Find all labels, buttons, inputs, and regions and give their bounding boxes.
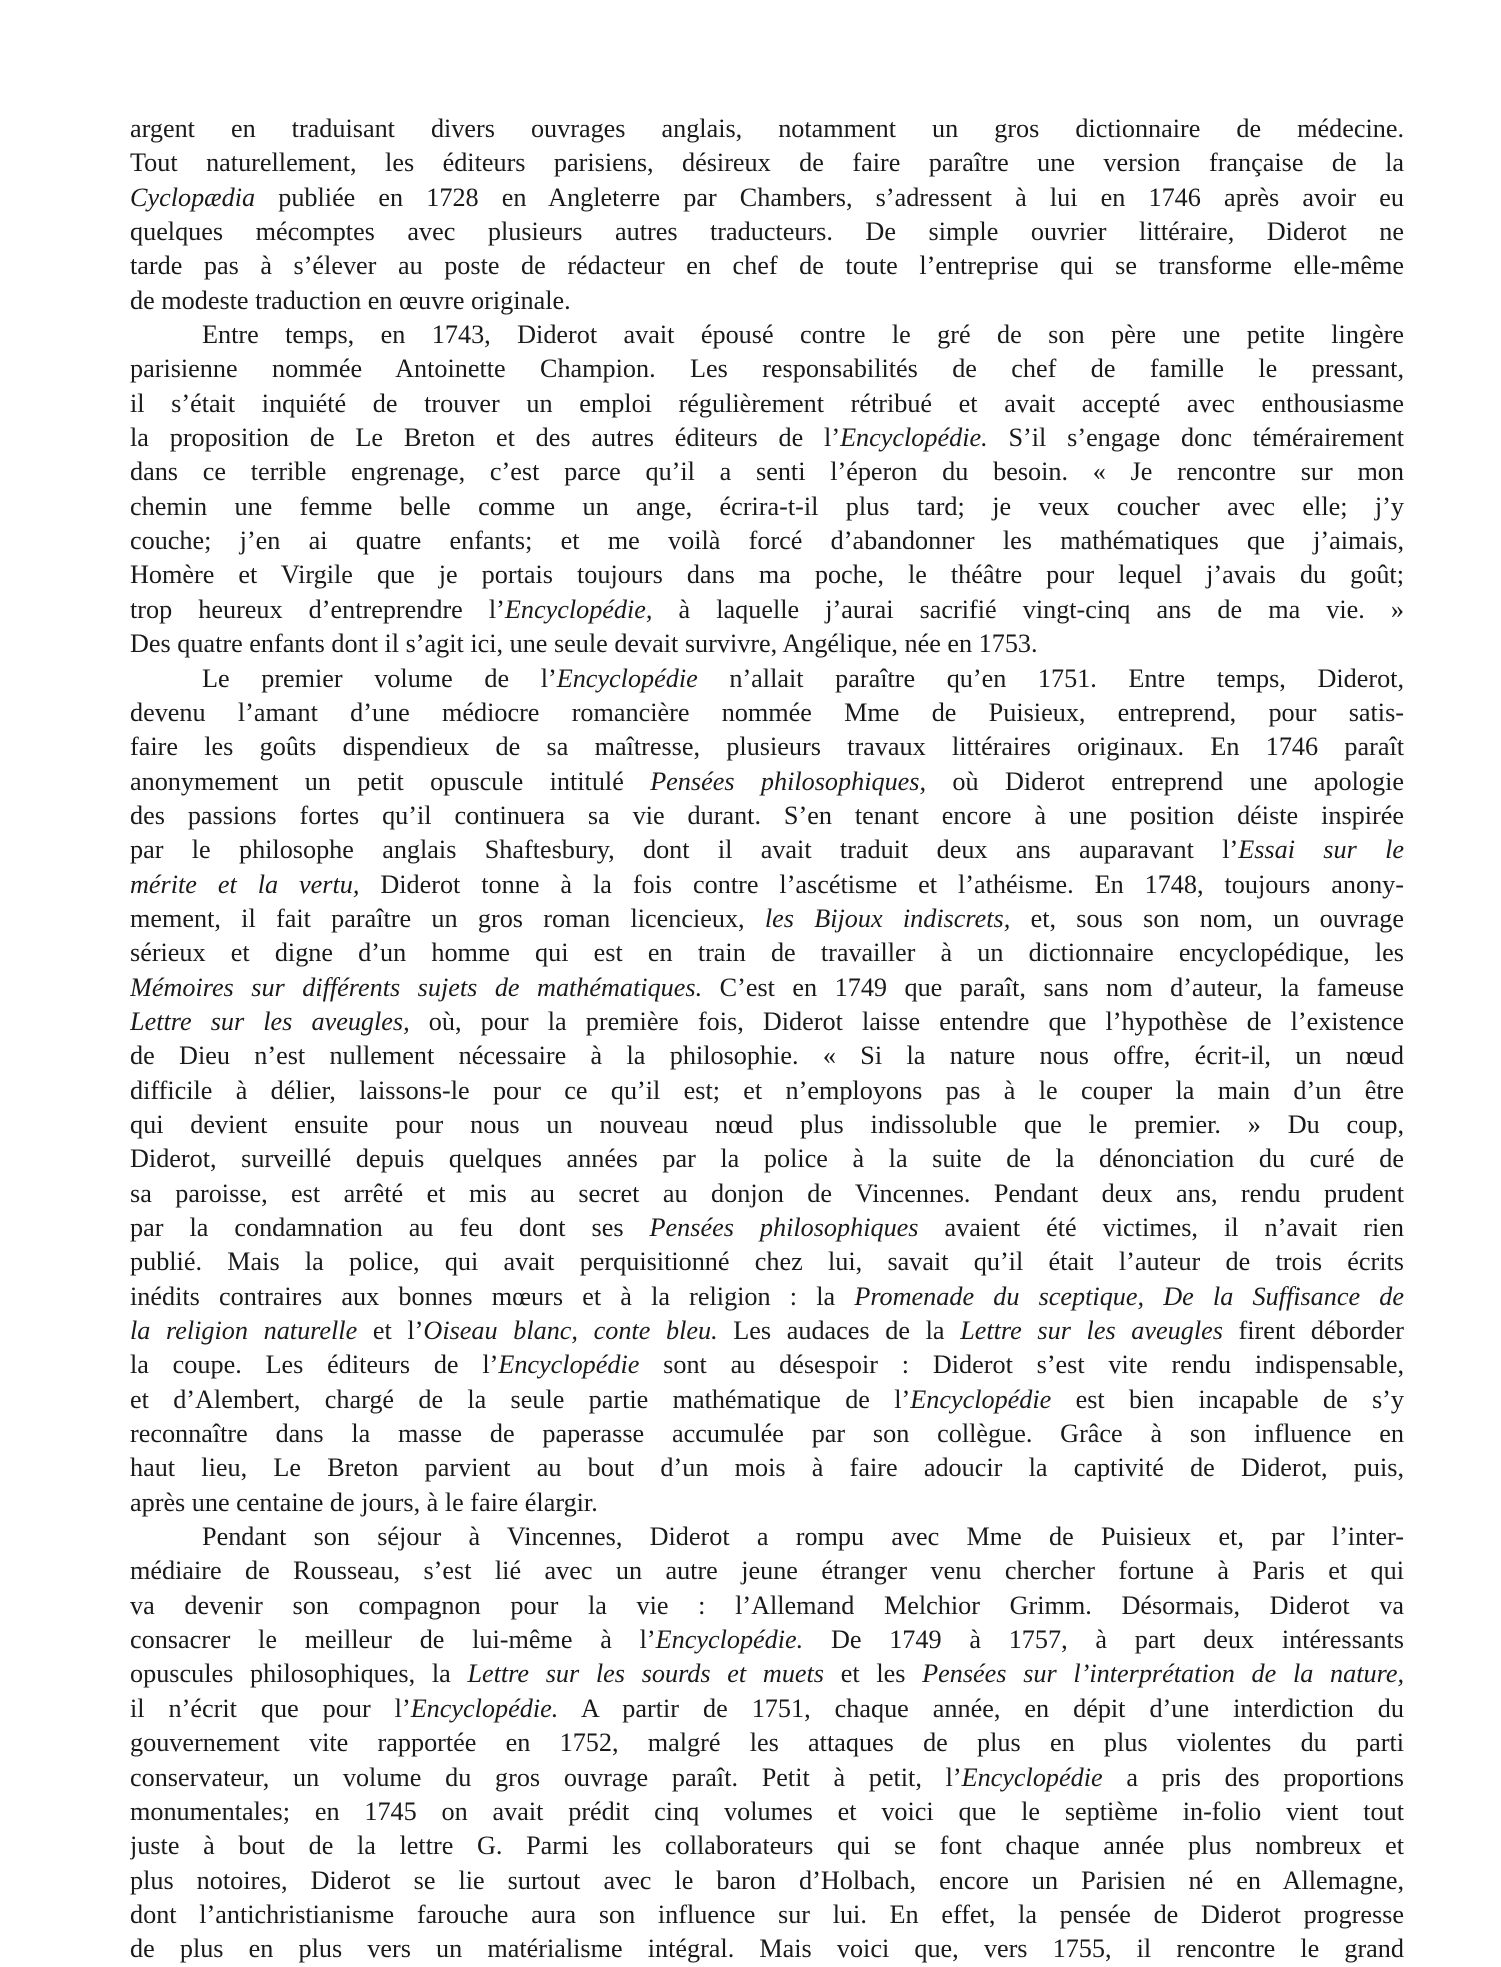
text-line	[130, 1829, 1404, 1863]
text-run: anonymement un petit opuscule intitulé	[130, 766, 651, 796]
text-line	[130, 1692, 1404, 1726]
text-run: sa paroisse, est arrêté et mis au secret au donjon de Vincennes. Pendant deux ans, rendu prudent	[130, 1178, 1404, 1208]
italic-text: Mémoires sur différents sujets de mathématiques.	[130, 972, 703, 1002]
text-run: dans ce terrible engrenage, c’est parce qu’il a senti l’éperon du besoin. « Je rencontre sur mon	[130, 457, 1404, 487]
text-line	[130, 1554, 1404, 1588]
text-line	[130, 1451, 1404, 1485]
italic-text: Pensées sur l’interprétation de la nature,	[922, 1659, 1404, 1689]
italic-text: les Bijoux indiscrets,	[764, 903, 1011, 933]
text-line	[130, 1005, 1404, 1039]
text-line	[130, 799, 1404, 833]
text-line	[130, 1520, 1404, 1554]
text-line	[130, 1039, 1404, 1073]
text-line	[130, 146, 1404, 180]
text-line	[130, 765, 1404, 799]
text-run: publié. Mais la police, qui avait perquisitionné chez lui, savait qu’il était l’auteur de trois écrits	[130, 1247, 1404, 1277]
text-line	[130, 1657, 1404, 1691]
text-line	[130, 1245, 1404, 1279]
text-run: gouvernement vite rapportée en 1752, malgré les attaques de plus en plus violentes du parti	[130, 1728, 1404, 1758]
text-run: devenu l’amant d’une médiocre romancière nommée Mme de Puisieux, entreprend, pour satis-	[130, 697, 1404, 727]
text-line	[130, 1280, 1404, 1314]
text-run: et, sous son nom, un ouvrage	[1010, 903, 1404, 933]
text-line	[130, 1211, 1404, 1245]
text-line	[130, 524, 1404, 558]
text-run: couche; j’en ai quatre enfants; et me voilà forcé d’abandonner les mathématiques que j’aimais,	[130, 526, 1404, 556]
text-line	[130, 1314, 1404, 1348]
italic-text: Essai sur le	[1238, 835, 1404, 865]
text-run: Tout naturellement, les éditeurs parisiens, désireux de faire paraître une version française de la	[130, 148, 1404, 178]
italic-text: Encyclopédie	[910, 1384, 1052, 1414]
italic-text: Encyclopédie,	[504, 594, 653, 624]
text-run: C’est en 1749 que paraît, sans nom d’auteur, la fameuse	[702, 972, 1404, 1002]
text-run: a pris des proportions	[1102, 1762, 1404, 1792]
text-run: de modeste traduction en œuvre originale.	[130, 285, 571, 315]
text-run: chemin une femme belle comme un ange, écrira-t-il plus tard; je veux coucher avec elle; j’y	[130, 491, 1404, 521]
text-line	[130, 936, 1404, 970]
text-line	[130, 181, 1404, 215]
text-run: avaient été victimes, il n’avait rien	[918, 1213, 1404, 1242]
italic-text: Encyclopédie.	[410, 1693, 559, 1723]
text-run: parisienne nommée Antoinette Champion. Les responsabilités de chef de famille le pressant,	[130, 354, 1404, 384]
text-line	[130, 1142, 1404, 1176]
text-line	[130, 1074, 1404, 1108]
text-run: où, pour la première fois, Diderot laisse entendre que l’hypothèse de l’existence	[409, 1006, 1404, 1036]
paragraph	[130, 318, 1404, 661]
text-run: n’allait paraître qu’en 1751. Entre temps, Diderot,	[697, 663, 1404, 693]
text-line	[130, 730, 1404, 764]
italic-text: Encyclopédie.	[840, 423, 988, 453]
text-line	[130, 868, 1404, 902]
text-line	[130, 1348, 1404, 1382]
text-run: firent déborder	[1222, 1316, 1404, 1346]
text-run: consacrer le meilleur de lui-même à l’	[130, 1625, 656, 1655]
italic-text: Lettre sur les aveugles	[960, 1316, 1223, 1346]
text-run: S’il s’engage donc témérairement	[987, 423, 1404, 453]
paragraph	[130, 1520, 1404, 1966]
text-run: Des quatre enfants dont il s’agit ici, une seule devait survivre, Angélique, née en 1753.	[130, 629, 1038, 659]
text-run: qui devient ensuite pour nous un nouveau nœud plus indissoluble que le premier. » Du coup,	[130, 1109, 1404, 1139]
text-run: médiaire de Rousseau, s’est lié avec un autre jeune étranger venu chercher fortune à Paris et qui	[130, 1556, 1404, 1586]
text-run: de Dieu n’est nullement nécessaire à la philosophie. « Si la nature nous offre, écrit-il, un nœud	[130, 1041, 1404, 1071]
text-run: juste à bout de la lettre G. Parmi les collaborateurs qui se font chaque année plus nombreux et	[130, 1831, 1404, 1861]
text-run: haut lieu, Le Breton parvient au bout d’un mois à faire adoucir la captivité de Diderot, puis,	[130, 1453, 1404, 1483]
text-run: par la condamnation au feu dont ses	[130, 1213, 650, 1242]
text-line	[130, 696, 1404, 730]
text-page	[130, 112, 1404, 1967]
text-line	[130, 421, 1404, 455]
italic-text: Cyclopædia	[130, 182, 256, 212]
text-run: inédits contraires aux bonnes mœurs et à la religion : la	[130, 1281, 855, 1311]
text-line	[130, 558, 1404, 592]
text-line	[130, 902, 1404, 936]
italic-text: Encyclopédie.	[655, 1625, 804, 1655]
text-line	[130, 1761, 1404, 1795]
text-run: à laquelle j’aurai sacrifié vingt-cinq ans de ma vie. »	[652, 594, 1404, 624]
text-line	[130, 112, 1404, 146]
text-line	[130, 1177, 1404, 1211]
italic-text: Oiseau blanc, conte bleu.	[423, 1316, 718, 1346]
text-run: conservateur, un volume du gros ouvrage paraît. Petit à petit, l’	[130, 1762, 962, 1792]
text-run: tarde pas à s’élever au poste de rédacteur en chef de toute l’entreprise qui se transforme elle-même	[130, 251, 1404, 281]
text-run: Diderot, surveillé depuis quelques années par la police à la suite de la dénonciation du curé de	[130, 1144, 1404, 1174]
text-run: argent en traduisant divers ouvrages anglais, notamment un gros dictionnaire de médecine.	[130, 114, 1404, 143]
paragraph	[130, 662, 1404, 1521]
text-run: est bien incapable de s’y	[1051, 1384, 1404, 1414]
text-run: quelques mécomptes avec plusieurs autres traducteurs. De simple ouvrier littéraire, Diderot ne	[130, 217, 1404, 247]
paragraph	[130, 112, 1404, 318]
text-line	[130, 215, 1404, 249]
text-line	[130, 662, 1404, 696]
text-line	[130, 318, 1404, 352]
text-run: de plus en plus vers un matérialisme intégral. Mais voici que, vers 1755, il rencontre le grand	[130, 1934, 1404, 1964]
text-run: difficile à délier, laissons-le pour ce qu’il est; et n’employons pas à le couper la main d’un être	[130, 1075, 1404, 1105]
text-line	[130, 1486, 1404, 1520]
text-run: après une centaine de jours, à le faire élargir.	[130, 1487, 598, 1517]
text-run: plus notoires, Diderot se lie surtout avec le baron d’Holbach, encore un Parisien né en Allemagne,	[130, 1865, 1404, 1895]
text-run: monumentales; en 1745 on avait prédit cinq volumes et voici que le septième in-folio vient tout	[130, 1796, 1404, 1826]
text-line	[130, 490, 1404, 524]
text-line	[130, 352, 1404, 386]
text-run: sérieux et digne d’un homme qui est en train de travailler à un dictionnaire encyclopédique, les	[130, 938, 1404, 968]
text-run: trop heureux d’entreprendre l’	[130, 594, 505, 624]
italic-text: Encyclopédie	[498, 1350, 640, 1380]
text-line	[130, 387, 1404, 421]
italic-text: Encyclopédie	[556, 663, 698, 693]
text-line	[130, 1589, 1404, 1623]
text-line	[130, 1864, 1404, 1898]
text-line	[130, 1898, 1404, 1932]
italic-text: Pensées philosophiques	[649, 1213, 919, 1242]
text-run: et l’	[357, 1316, 424, 1346]
text-line	[130, 1108, 1404, 1142]
text-run: mement, il fait paraître un gros roman licencieux,	[130, 903, 765, 933]
text-line	[130, 249, 1404, 283]
text-line	[130, 284, 1404, 318]
text-line	[130, 1417, 1404, 1451]
text-line	[130, 1795, 1404, 1829]
text-line	[130, 833, 1404, 867]
italic-text: Lettre sur les aveugles,	[130, 1006, 410, 1036]
text-run: Pendant son séjour à Vincennes, Diderot a rompu avec Mme de Puisieux et, par l’inter-	[202, 1522, 1404, 1552]
text-run: opuscules philosophiques, la	[130, 1659, 468, 1689]
text-run: la coupe. Les éditeurs de l’	[130, 1350, 499, 1380]
italic-text: Promenade du sceptique, De la Suffisance de	[854, 1281, 1404, 1311]
text-line	[130, 627, 1404, 661]
text-line	[130, 1383, 1404, 1417]
text-run: et d’Alembert, chargé de la seule partie mathématique de l’	[130, 1384, 911, 1414]
text-run: Diderot tonne à la fois contre l’ascétisme et l’athéisme. En 1748, toujours anony-	[359, 869, 1404, 899]
text-line	[130, 593, 1404, 627]
text-run: sont au désespoir : Diderot s’est vite rendu indispensable,	[639, 1350, 1404, 1380]
text-run: Homère et Virgile que je portais toujours dans ma poche, le théâtre pour lequel j’avais du goût;	[130, 560, 1404, 590]
text-line	[130, 455, 1404, 489]
text-run: par le philosophe anglais Shaftesbury, dont il avait traduit deux ans auparavant l’	[130, 835, 1239, 865]
text-run: et les	[824, 1659, 923, 1689]
text-run: De 1749 à 1757, à part deux intéressants	[803, 1625, 1404, 1655]
text-run: il s’était inquiété de trouver un emploi régulièrement rétribué et avait accepté avec enthousiasme	[130, 388, 1404, 418]
italic-text: Pensées philosophiques,	[650, 766, 927, 796]
text-run: Les audaces de la	[717, 1316, 961, 1346]
text-run: Entre temps, en 1743, Diderot avait épousé contre le gré de son père une petite lingère	[202, 320, 1404, 350]
text-run: Le premier volume de l’	[202, 663, 557, 693]
text-line	[130, 971, 1404, 1005]
text-run: la proposition de Le Breton et des autres éditeurs de l’	[130, 423, 841, 453]
text-run: où Diderot entreprend une apologie	[926, 766, 1404, 796]
text-run: A partir de 1751, chaque année, en dépit d’une interdiction du	[558, 1693, 1404, 1723]
text-run: faire les goûts dispendieux de sa maîtresse, plusieurs travaux littéraires originaux. En 1746 paraît	[130, 732, 1404, 762]
text-run: reconnaître dans la masse de paperasse accumulée par son collègue. Grâce à son influence en	[130, 1419, 1404, 1449]
text-line	[130, 1726, 1404, 1760]
text-line	[130, 1932, 1404, 1966]
text-run: publiée en 1728 en Angleterre par Chambers, s’adressent à lui en 1746 après avoir eu	[255, 182, 1404, 212]
italic-text: mérite et la vertu,	[130, 869, 360, 899]
italic-text: Lettre sur les sourds et muets	[467, 1659, 825, 1689]
text-line	[130, 1623, 1404, 1657]
text-run: des passions fortes qu’il continuera sa vie durant. S’en tenant encore à une position déiste inspirée	[130, 800, 1404, 830]
italic-text: Encyclopédie	[961, 1762, 1103, 1792]
italic-text: la religion naturelle	[130, 1316, 358, 1346]
text-run: va devenir son compagnon pour la vie : l’Allemand Melchior Grimm. Désormais, Diderot va	[130, 1590, 1404, 1620]
text-run: dont l’antichristianisme farouche aura son influence sur lui. En effet, la pensée de Diderot progresse	[130, 1899, 1404, 1929]
text-run: il n’écrit que pour l’	[130, 1693, 411, 1723]
